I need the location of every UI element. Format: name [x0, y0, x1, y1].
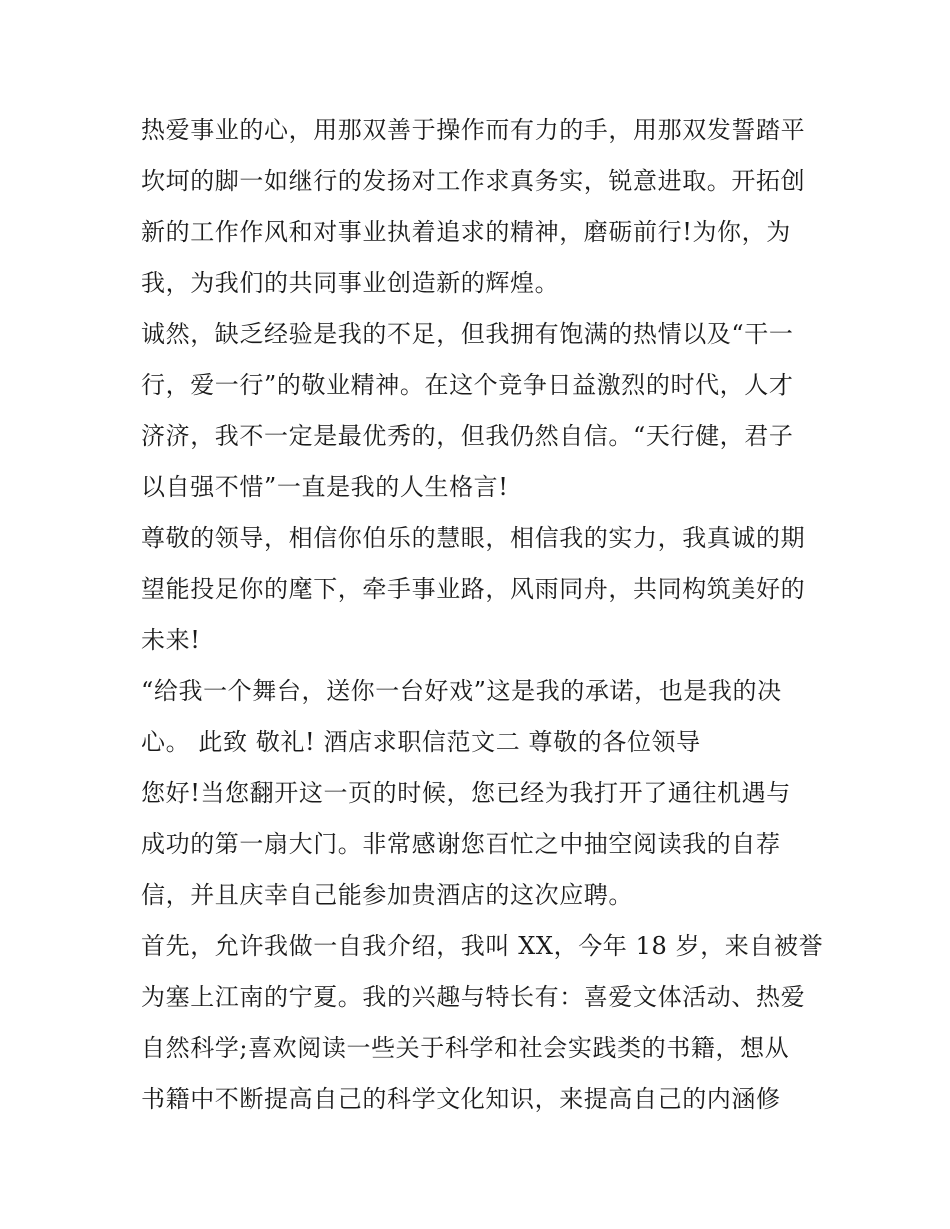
- text-line: 我，为我们的共同事业创造新的辉煌。: [141, 269, 560, 297]
- text-line: 信，并且庆幸自己能参加贵酒店的这次应聘。: [141, 881, 633, 909]
- text-line: 行，爱一行”的敬业精神。在这个竞争日益激烈的时代，人才: [141, 371, 794, 399]
- letter-body: [141, 105, 824, 1125]
- text-line: 未来!: [141, 626, 201, 654]
- text-line: 您好!当您翻开这一页的时候，您已经为我打开了通往机遇与: [141, 779, 791, 807]
- text-line: 书籍中不断提高自己的科学文化知识，来提高自己的内涵修: [141, 1085, 781, 1113]
- text-line: 以自强不惜”一直是我的人生格言!: [141, 473, 509, 501]
- text-line: 济济，我不一定是最优秀的，但我仍然自信。“天行健，君子: [141, 422, 794, 450]
- text-line: 成功的第一扇大门。非常感谢您百忙之中抽空阅读我的自荐: [141, 830, 781, 858]
- text-line: 自然科学;喜欢阅读一些关于科学和社会实践类的书籍，想从: [141, 1034, 790, 1062]
- text-line: 尊敬的领导，相信你伯乐的慧眼，相信我的实力，我真诚的期: [141, 524, 806, 552]
- text-line: 心。 此致 敬礼! 酒店求职信范文二 尊敬的各位领导: [141, 728, 701, 756]
- text-line: “给我一个舞台，送你一台好戏”这是我的承诺，也是我的决: [141, 677, 782, 705]
- text-line: 为塞上江南的宁夏。我的兴趣与特长有：喜爱文体活动、热爱: [141, 983, 806, 1011]
- text-line: 坎坷的脚一如继行的发扬对工作求真务实，锐意进取。开拓创: [141, 167, 806, 195]
- text-line: 热爱事业的心，用那双善于操作而有力的手，用那双发誓踏平: [141, 116, 806, 144]
- text-line: 望能投足你的麾下，牵手事业路，风雨同舟，共同构筑美好的: [141, 575, 806, 603]
- text-line: 新的工作作风和对事业执着追求的精神，磨砺前行!为你，为: [141, 218, 791, 246]
- text-line: 首先，允许我做一自我介绍，我叫 XX，今年 18 岁，来自被誉: [141, 932, 824, 960]
- text-line: 诚然，缺乏经验是我的不足，但我拥有饱满的热情以及“干一: [141, 320, 794, 348]
